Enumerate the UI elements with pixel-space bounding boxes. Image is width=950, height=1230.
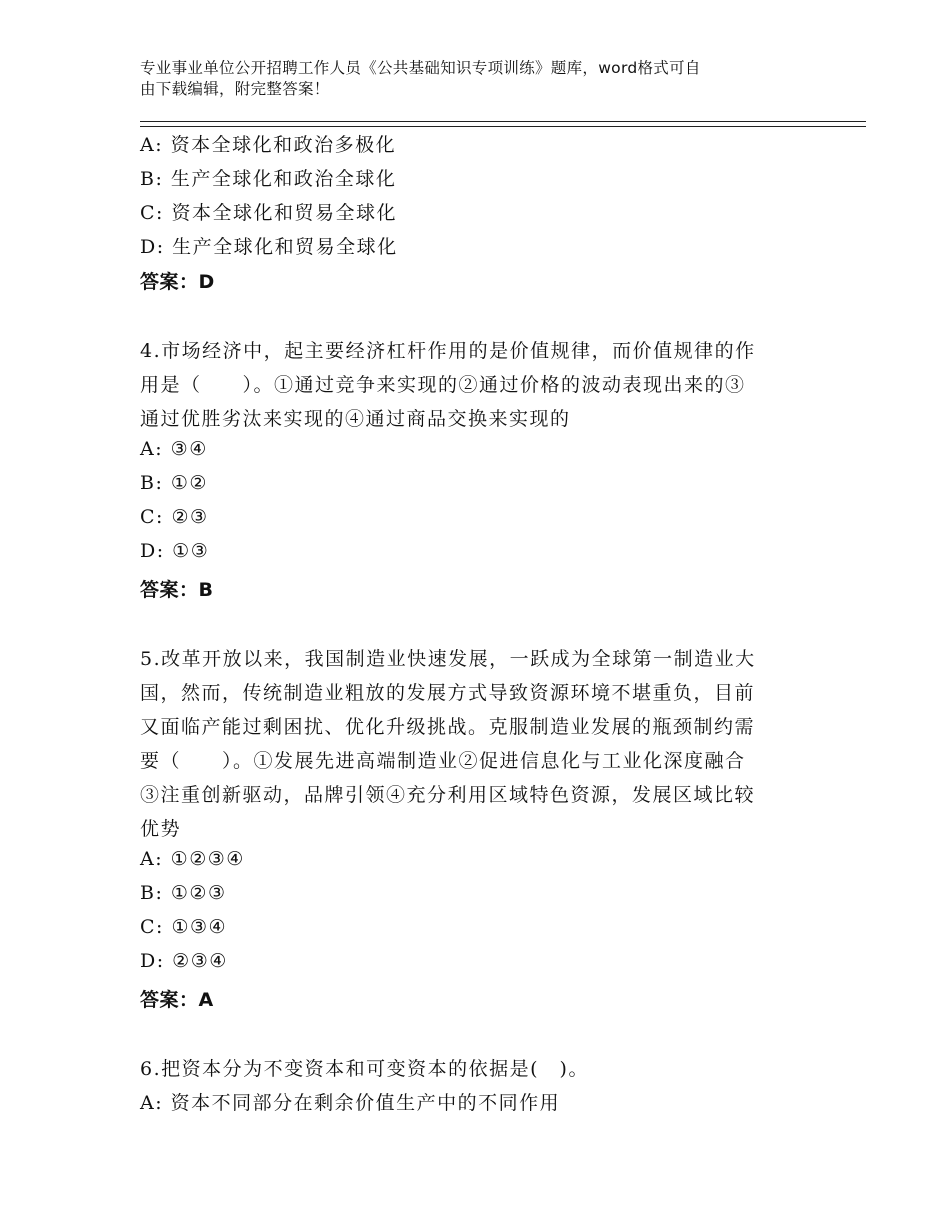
q5-stem-line-1: 5.改革开放以来，我国制造业快速发展，一跃成为全球第一制造业大: [140, 648, 756, 670]
header-rule-top: [140, 121, 866, 122]
q4-stem-line-3: 通过优胜劣汰来实现的④通过商品交换来实现的: [140, 408, 571, 430]
q4-option-d: D: ①③: [140, 540, 210, 562]
q4-stem-line-2: 用是（ ）。①通过竞争来实现的②通过价格的波动表现出来的③: [140, 374, 746, 396]
q3-option-d: D: 生产全球化和贸易全球化: [140, 236, 398, 258]
q3-option-a: A: 资本全球化和政治多极化: [140, 134, 397, 156]
q5-answer: 答案：A: [140, 989, 214, 1011]
document-header: [140, 58, 830, 100]
q4-option-c: C: ②③: [140, 506, 209, 528]
q6-option-a: A: 资本不同部分在剩余价值生产中的不同作用: [140, 1092, 561, 1114]
q6-stem-line-1: 6.把资本分为不变资本和可变资本的依据是( )。: [140, 1058, 589, 1080]
q5-option-c: C: ①③④: [140, 916, 228, 938]
q3-option-b: B: 生产全球化和政治全球化: [140, 168, 397, 190]
header-line-2: 由下载编辑，附完整答案！: [140, 80, 330, 98]
q3-option-c: C: 资本全球化和贸易全球化: [140, 202, 397, 224]
q5-option-a: A: ①②③④: [140, 848, 245, 870]
q3-answer: 答案：D: [140, 271, 215, 293]
q5-stem-line-3: 又面临产能过剩困扰、优化升级挑战。克服制造业发展的瓶颈制约需: [140, 716, 756, 738]
q5-option-b: B: ①②③: [140, 882, 227, 904]
q5-option-d: D: ②③④: [140, 950, 228, 972]
q5-stem-line-6: 优势: [140, 818, 182, 840]
q4-option-a: A: ③④: [140, 438, 208, 460]
header-line-1: 专业事业单位公开招聘工作人员《公共基础知识专项训练》题库，word格式可自: [140, 59, 701, 77]
header-rule-bottom: [140, 126, 866, 127]
q5-stem-line-5: ③注重创新驱动，品牌引领④充分利用区域特色资源，发展区域比较: [140, 784, 756, 806]
q5-stem-line-4: 要（ ）。①发展先进高端制造业②促进信息化与工业化深度融合: [140, 750, 746, 772]
q4-answer: 答案：B: [140, 579, 214, 601]
q4-option-b: B: ①②: [140, 472, 208, 494]
q5-stem-line-2: 国，然而，传统制造业粗放的发展方式导致资源环境不堪重负，目前: [140, 682, 756, 704]
q4-stem-line-1: 4.市场经济中，起主要经济杠杆作用的是价值规律，而价值规律的作: [140, 340, 756, 362]
